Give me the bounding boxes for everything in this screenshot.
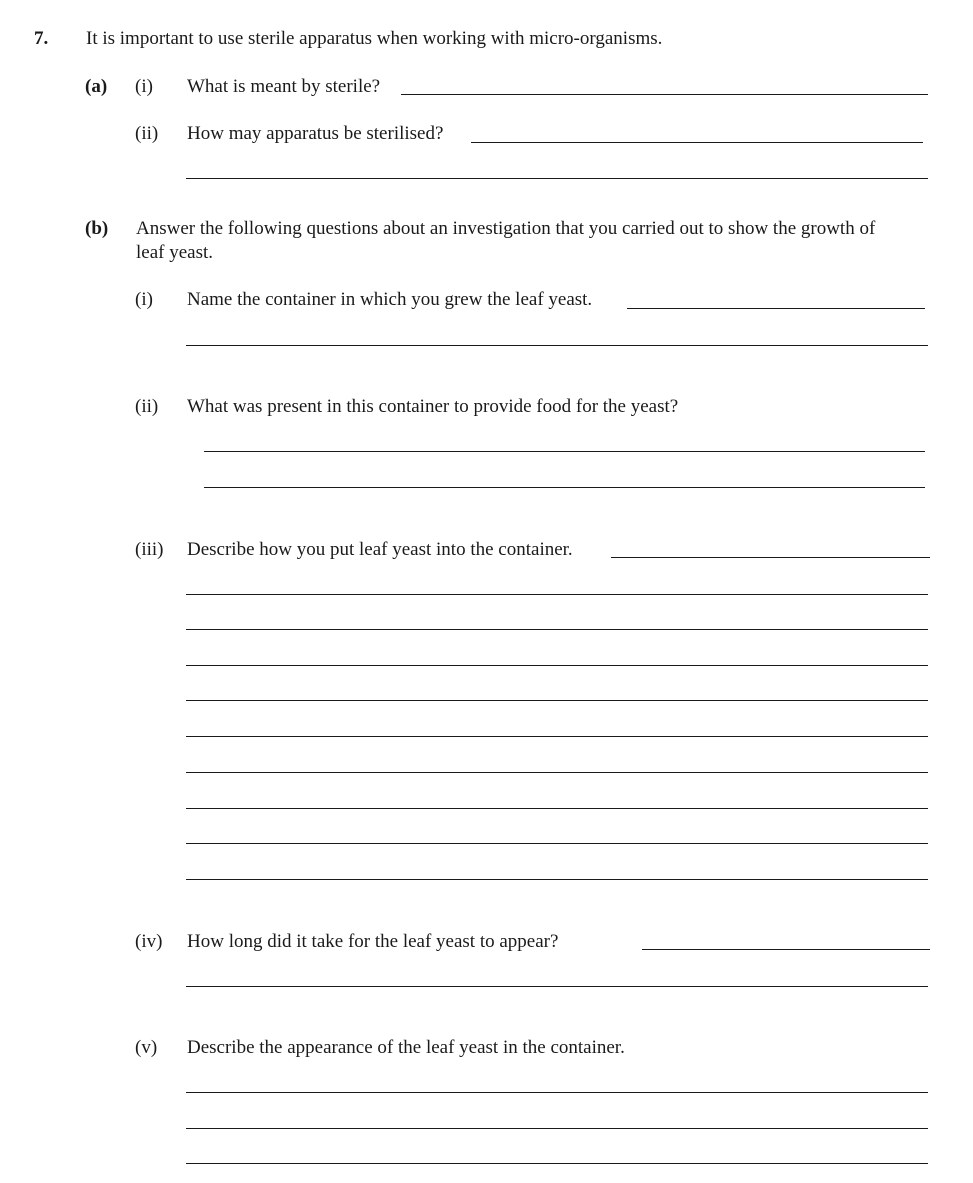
part-b-i-question: Name the container in which you grew the leaf yeast.: [187, 289, 593, 310]
question-number: 7.: [34, 28, 49, 49]
answer-line-b-iii-3[interactable]: [186, 629, 928, 630]
answer-line-b-iii-7[interactable]: [186, 772, 928, 773]
answer-line-b-iii-8[interactable]: [186, 808, 928, 809]
part-a-i-label: (i): [135, 76, 153, 97]
answer-line-b-iv-1[interactable]: [642, 949, 930, 950]
answer-line-b-i-1[interactable]: [627, 308, 925, 309]
answer-line-b-v-2[interactable]: [186, 1128, 928, 1129]
question-intro: It is important to use sterile apparatus when working with micro-organisms.: [86, 28, 663, 49]
answer-line-b-v-3[interactable]: [186, 1163, 928, 1164]
part-b-v-question: Describe the appearance of the leaf yeast in the container.: [187, 1037, 625, 1058]
answer-line-b-iii-6[interactable]: [186, 736, 928, 737]
answer-line-b-iii-4[interactable]: [186, 665, 928, 666]
part-b-iii-question: Describe how you put leaf yeast into the container.: [187, 539, 573, 560]
answer-line-b-ii-2[interactable]: [204, 487, 925, 488]
part-b-intro-line2: leaf yeast.: [136, 242, 214, 263]
part-b-iv-question: How long did it take for the leaf yeast to appear?: [187, 931, 559, 952]
answer-line-b-iv-2[interactable]: [186, 986, 928, 987]
answer-line-a-ii-2[interactable]: [186, 178, 928, 179]
part-b-v-label: (v): [135, 1037, 158, 1058]
answer-line-b-i-2[interactable]: [186, 345, 928, 346]
answer-line-b-iii-10[interactable]: [186, 879, 928, 880]
answer-line-a-ii-1[interactable]: [471, 142, 923, 143]
part-b-intro-line1: Answer the following questions about an investigation that you carried out to show the growth of: [136, 218, 876, 239]
answer-line-a-i[interactable]: [401, 94, 928, 95]
part-a-ii-label: (ii): [135, 123, 159, 144]
answer-line-b-v-1[interactable]: [186, 1092, 928, 1093]
answer-line-b-iii-9[interactable]: [186, 843, 928, 844]
part-b-i-label: (i): [135, 289, 153, 310]
answer-line-b-iii-5[interactable]: [186, 700, 928, 701]
answer-line-b-ii-1[interactable]: [204, 451, 925, 452]
part-b-ii-question: What was present in this container to provide food for the yeast?: [187, 396, 679, 417]
part-b-iv-label: (iv): [135, 931, 163, 952]
part-b-label: (b): [85, 218, 109, 239]
part-a-ii-question: How may apparatus be sterilised?: [187, 123, 444, 144]
part-a-i-question: What is meant by sterile?: [187, 76, 381, 97]
answer-line-b-iii-1[interactable]: [611, 557, 930, 558]
part-b-ii-label: (ii): [135, 396, 159, 417]
answer-line-b-iii-2[interactable]: [186, 594, 928, 595]
part-b-iii-label: (iii): [135, 539, 164, 560]
part-a-label: (a): [85, 76, 108, 97]
